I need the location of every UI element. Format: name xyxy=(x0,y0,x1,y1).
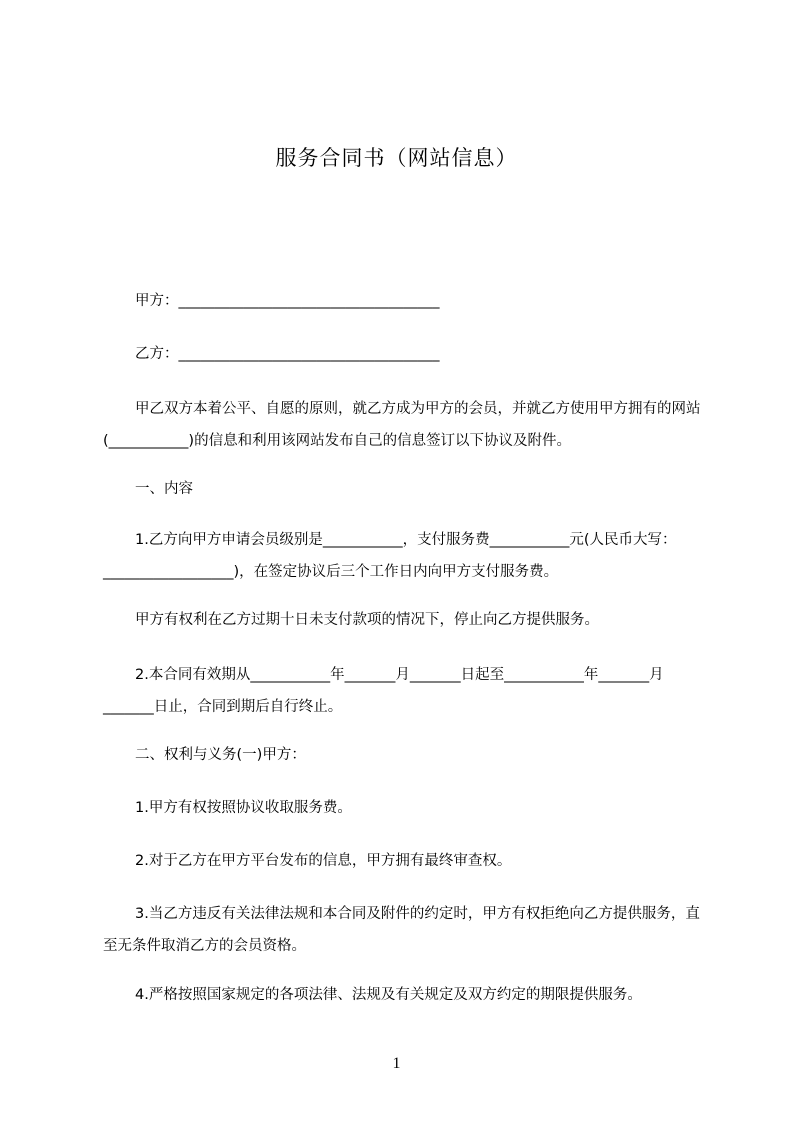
party-a-right-1: 1.甲方有权按照协议收取服务费。 xyxy=(135,800,352,816)
content-item-1: 1.乙方向甲方申请会员级别是___________，支付服务费___________元(人民币大写：__________________)，在签定协议后三个工作日内向甲方支付服务费。 xyxy=(103,532,677,580)
content-item-2: 2.本合同有效期从___________年_______月_______日起至___________年_______月_______日止，合同到期后自行终止。 xyxy=(103,667,664,715)
party-a-right-2: 2.对于乙方在甲方平台发布的信息，甲方拥有最终审查权。 xyxy=(135,853,512,869)
document-title: 服务合同书（网站信息） xyxy=(275,146,518,170)
section-2-heading: 二、权利与义务(一)甲方： xyxy=(135,747,306,763)
page-number: 1 xyxy=(392,1055,401,1072)
intro-paragraph: 甲乙双方本着公平、自愿的原则，就乙方成为甲方的会员，并就乙方使用甲方拥有的网站(___________)的信息和利用该网站发布自己的信息签订以下协议及附件。 xyxy=(103,401,701,449)
party-a-right-4: 4.严格按照国家规定的各项法律、法规及有关规定及双方约定的期限提供服务。 xyxy=(135,987,642,1003)
party-a-line: 甲方：____________________________________ xyxy=(135,293,440,309)
party-b-line: 乙方：____________________________________ xyxy=(135,346,440,362)
section-1-heading: 一、内容 xyxy=(135,481,193,497)
party-a-right-3: 3.当乙方违反有关法律法规和本合同及附件的约定时，甲方有权拒绝向乙方提供服务，直至无条件取消乙方的会员资格。 xyxy=(103,906,700,954)
content-item-1-note: 甲方有权利在乙方过期十日未支付款项的情况下，停止向乙方提供服务。 xyxy=(135,612,599,628)
